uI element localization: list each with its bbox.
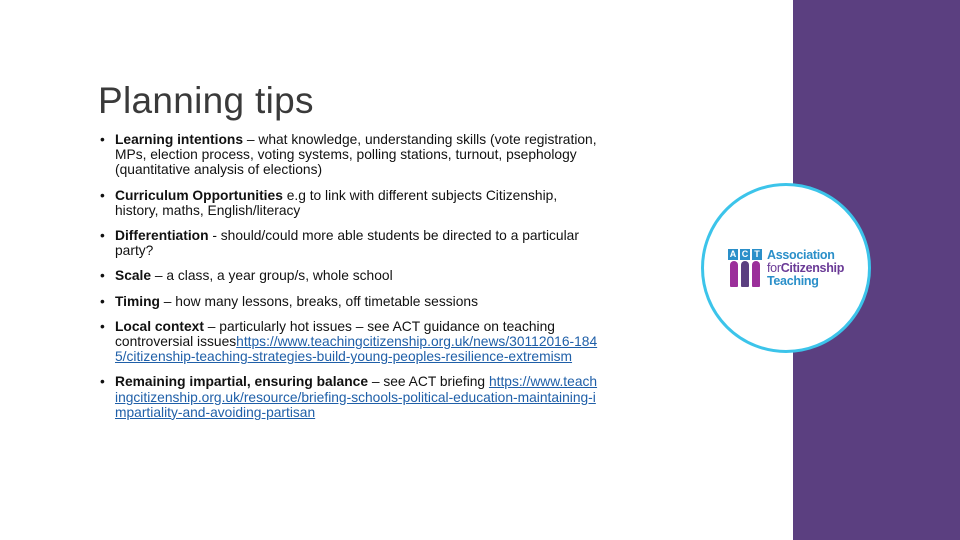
act-logo [728, 249, 844, 288]
list-item: • Scale – a class, a year group/s, whole school [100, 268, 393, 284]
controversial-issues-link[interactable]: https://www.teachingcitizenship.org.uk/news/30112016-1845/citizenship-teaching-strategies-build-young-peoples-resilience-extremism [115, 334, 598, 365]
list-item: • Differentiation - should/could more able students be directed to a particular party? [100, 228, 579, 259]
tips-list [98, 132, 598, 430]
list-item: • Remaining impartial, ensuring balance – see ACT briefing https://www.teachingcitizenship.org.uk/resource/briefing-schools-political-education-maintaining-impartiality-and-avoiding-partisan [100, 374, 598, 420]
list-item: • Curriculum Opportunities e.g to link with different subjects Citizenship, history, maths, English/literacy [100, 187, 558, 218]
slide-title: Planning tips [98, 80, 314, 121]
list-item: • Timing – how many lessons, breaks, off timetable sessions [100, 293, 478, 309]
logo-wordmark: Association forCitizenship Teaching [767, 248, 845, 288]
act-people-icon: A C T [728, 249, 762, 287]
impartiality-briefing-link[interactable]: https://www.teachingcitizenship.org.uk/resource/briefing-schools-political-education-maintaining-impartiality-and-avoiding-partisan [115, 374, 598, 420]
list-item: • Local context – particularly hot issues – see ACT guidance on teaching controversial issueshttps://www.teachingcitizenship.org.uk/news/30112016-1845/citizenship-teaching-strategies-build-young-peoples-resilience-extremism [100, 318, 598, 365]
list-item: • Learning intentions – what knowledge, understanding skills (vote registration, MPs, election process, voting systems, polling stations, turnout, psephology (quantitative analysis of elections) [100, 132, 597, 178]
